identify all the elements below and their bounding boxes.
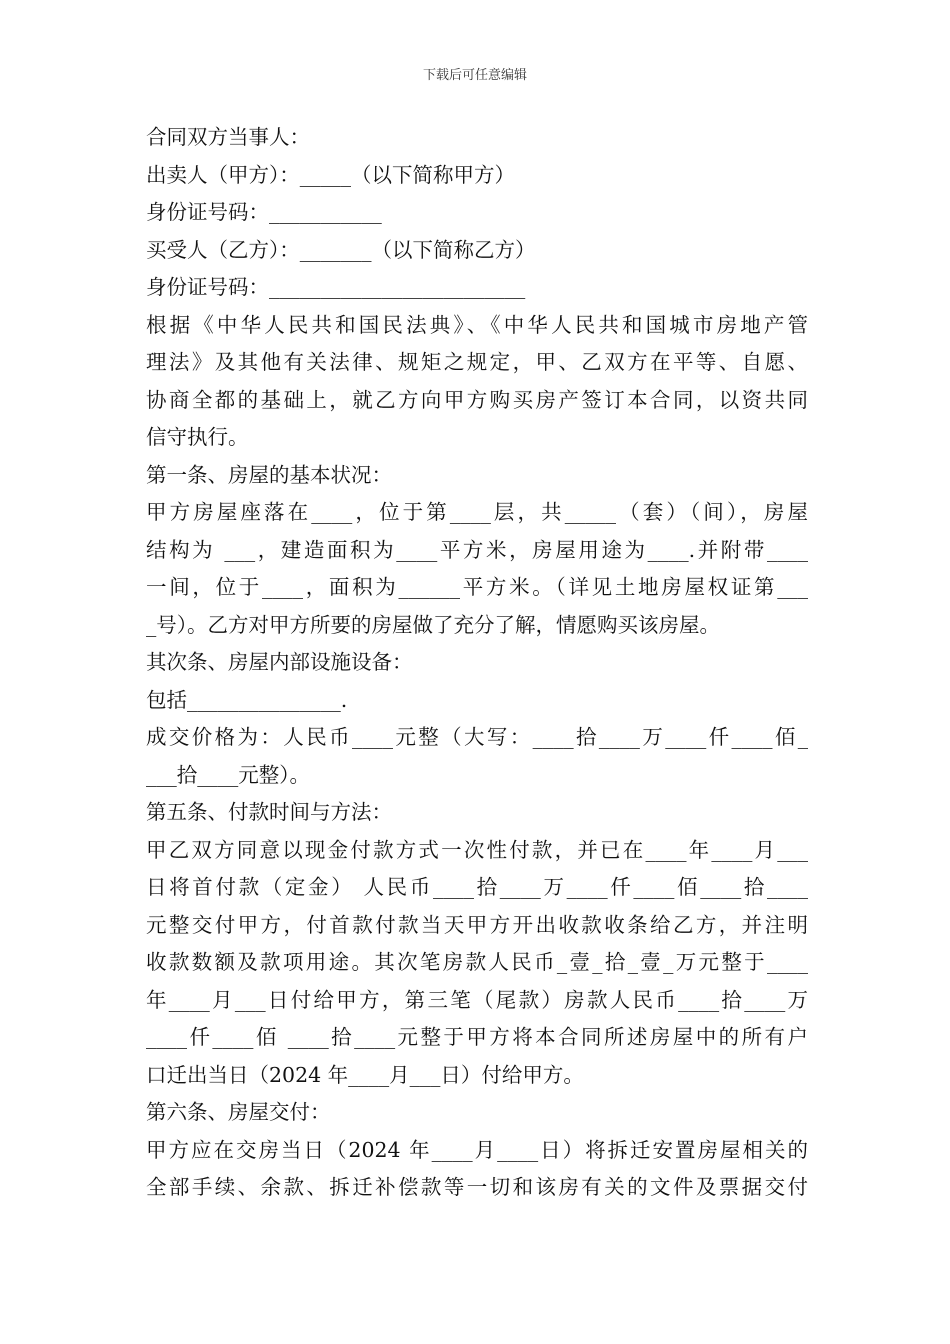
- section-heading: 第六条、房屋交付：: [146, 1100, 331, 1124]
- text-line: 出卖人（甲方）：_____（以下简称甲方）: [146, 162, 515, 187]
- text-line: 信守执行。: [146, 425, 249, 449]
- text-line: 日将首付款（定金） 人民币____拾____万____仟____佰____拾____: [146, 875, 808, 899]
- text-line: 甲乙双方同意以现金付款方式一次性付款，并已在____年____月___: [146, 837, 808, 862]
- text-line: 元整交付甲方，付首款付款当天甲方开出收款收条给乙方，并注明: [146, 912, 808, 937]
- text-line: 身份证号码：_________________________: [146, 275, 526, 299]
- text-line: 包括_______________.: [146, 687, 348, 712]
- text-line: 理法》及其他有关法律、规矩之规定，甲、乙双方在平等、自愿、: [146, 350, 808, 374]
- text-line: 成交价格为：人民币____元整（大写：____拾____万____仟____佰_: [146, 725, 808, 749]
- text-line: 甲方房屋座落在____，位于第____层，共_____（套）（间），房屋: [146, 500, 808, 524]
- text-line: ___拾____元整）。: [146, 762, 310, 787]
- text-line: 结构为 ___，建造面积为____平方米，房屋用途为____.并附带____: [146, 537, 808, 562]
- text-line: 收款数额及款项用途。其次笔房款人民币_壹_拾_壹_万元整于____: [146, 950, 808, 974]
- contract-body: [146, 119, 808, 1207]
- text-line: 口迁出当日（2024 年____月___日）付给甲方。: [146, 1062, 584, 1087]
- section-heading: 其次条、房屋内部设施设备：: [146, 650, 413, 674]
- text-line: 年____月___日付给甲方，第三笔（尾款）房款人民币____拾____万: [146, 987, 808, 1012]
- text-line: 全部手续、余款、拆迁补偿款等一切和该房有关的文件及票据交付: [146, 1175, 808, 1199]
- text-line: 合同双方当事人：: [146, 125, 310, 149]
- page-header-note: 下载后可任意编辑: [422, 68, 527, 83]
- text-line: 根据《中华人民共和国民法典》、《中华人民共和国城市房地产管: [146, 312, 808, 337]
- section-heading: 第五条、付款时间与方法：: [146, 800, 392, 824]
- text-line: 身份证号码：___________: [146, 200, 382, 224]
- section-heading: 第一条、房屋的基本状况：: [146, 462, 392, 487]
- text-line: 一间，位于____，面积为______平方米。（详见土地房屋权证第___: [146, 575, 808, 599]
- text-line: 甲方应在交房当日（2024 年____月____日）将拆迁安置房屋相关的: [146, 1137, 808, 1162]
- text-line: 协商全都的基础上，就乙方向甲方购买房产签订本合同，以资共同: [146, 387, 808, 412]
- text-line: 买受人（乙方）：_______（以下简称乙方）: [146, 237, 536, 262]
- text-line: ____仟____佰 ____拾____元整于甲方将本合同所述房屋中的所有户: [146, 1025, 808, 1049]
- text-line: _号）。乙方对甲方所要的房屋做了充分了解，情愿购买该房屋。: [146, 612, 720, 637]
